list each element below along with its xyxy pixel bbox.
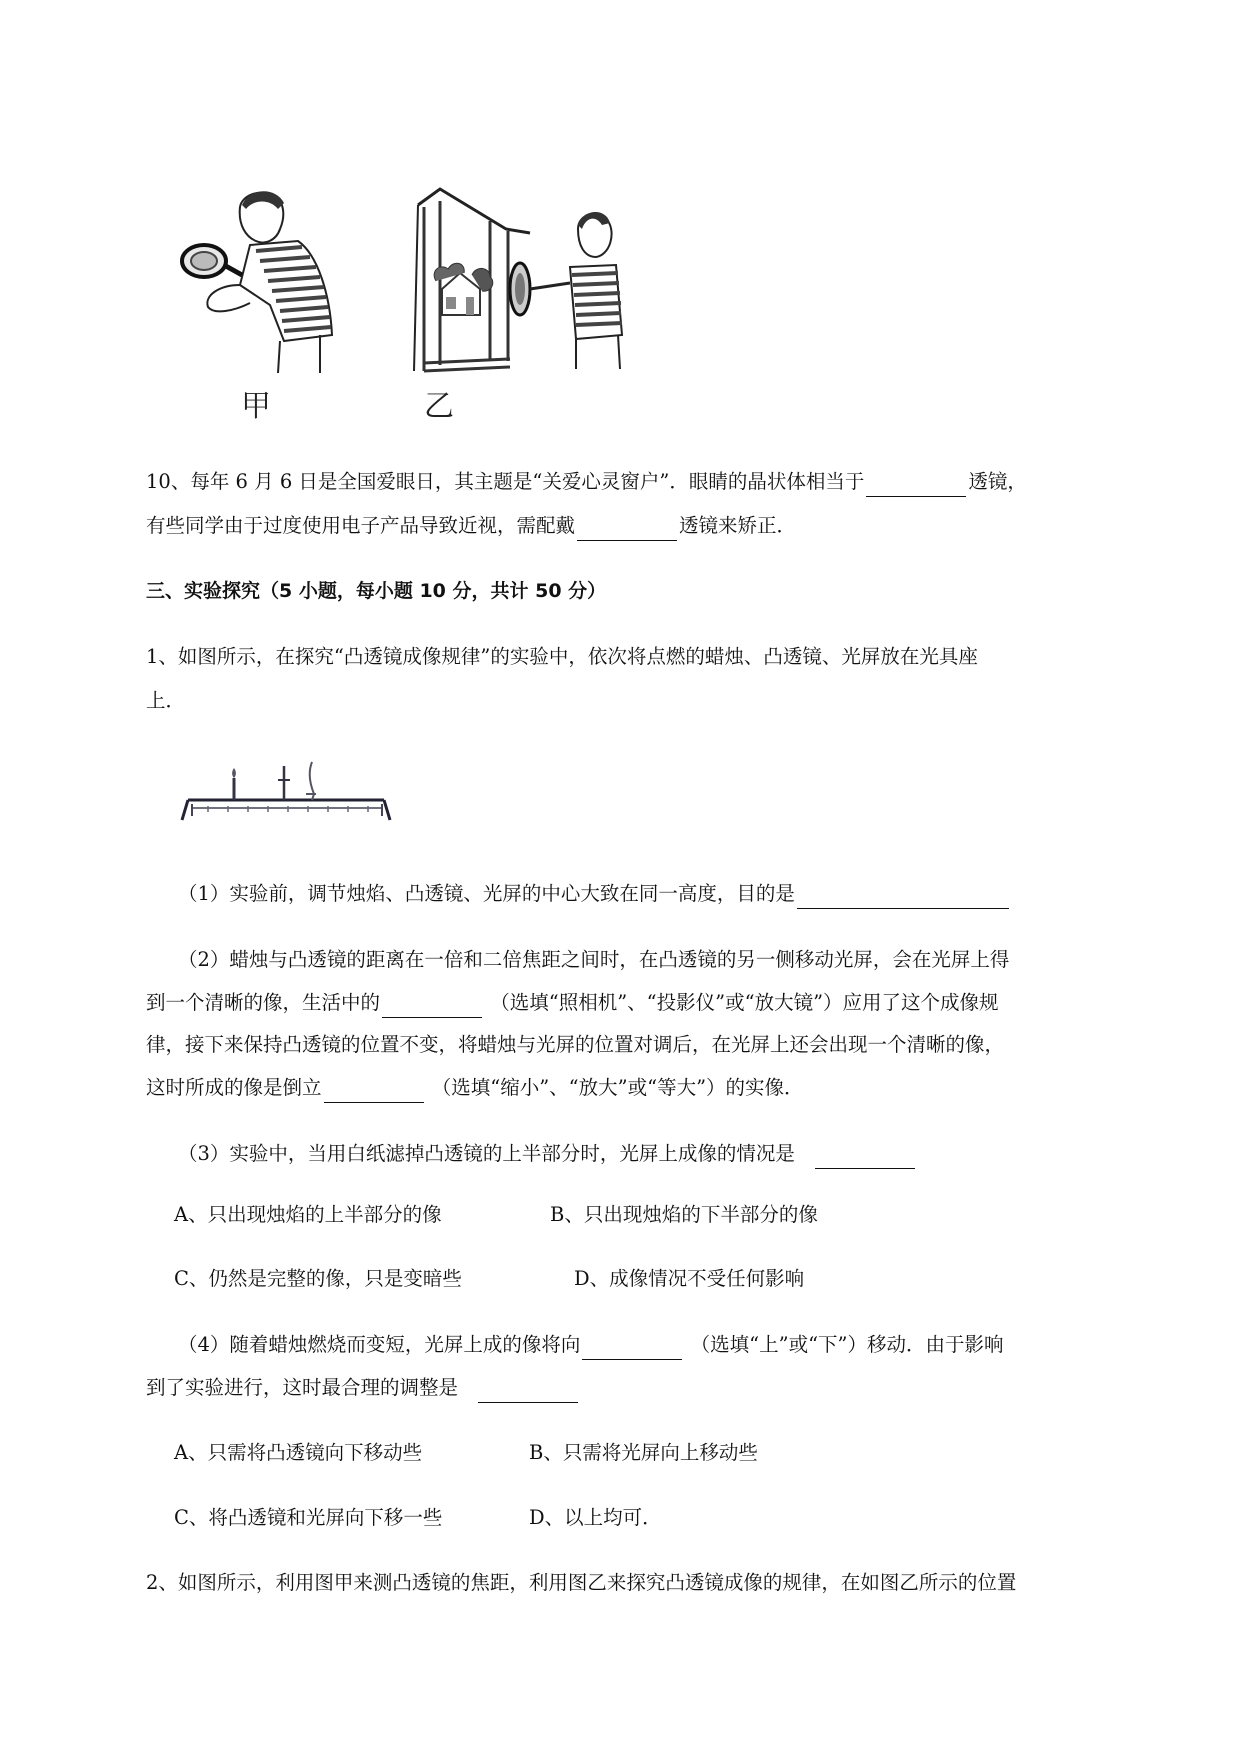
answer-blank-p1-s2-2[interactable]	[324, 1080, 424, 1103]
q10-text-1b: 透镜，	[968, 470, 1027, 493]
p1-s2-line-3: 律，接下来保持凸透镜的位置不变，将蜡烛与光屏的位置对调后，在光屏上还会出现一个清晰的像，	[146, 1033, 1005, 1056]
p1-s4-option-a: A、只需将凸透镜向下移动些	[174, 1441, 423, 1464]
p2-intro-line-1: 2、如图所示，利用图甲来测凸透镜的焦距，利用图乙来探究凸透镜成像的规律，在如图乙所示的位置	[146, 1571, 1017, 1594]
p1-s3-option-c: C、仍然是完整的像，只是变暗些	[174, 1267, 462, 1290]
p1-s4-option-b: B、只需将光屏向上移动些	[529, 1441, 758, 1464]
p1-s4-text-1a: （4）随着蜡烛燃烧而变短，光屏上成的像将向	[178, 1333, 581, 1356]
answer-blank-p1-s4-2[interactable]	[478, 1380, 578, 1403]
q10-text-1a: 10、每年 6 月 6 日是全国爱眼日，其主题是“关爱心灵窗户”．眼睛的晶状体相当于	[146, 470, 865, 493]
label-jia: 甲	[241, 389, 271, 424]
p1-s4-option-d: D、以上均可．	[529, 1506, 662, 1529]
answer-blank-p1-s1[interactable]	[797, 886, 1009, 909]
illustration-jia	[180, 185, 360, 375]
label-yi: 乙	[424, 389, 454, 424]
optical-bench-figure	[178, 758, 398, 828]
q10-line-1	[146, 467, 1027, 497]
p1-s4-line-1	[178, 1330, 1004, 1360]
answer-blank-p1-s4-1[interactable]	[582, 1337, 682, 1360]
p1-s4-text-2: 到了实验进行，这时最合理的调整是	[146, 1376, 459, 1399]
p1-intro-line-2: 上．	[146, 689, 186, 712]
answer-blank-q10-2[interactable]	[577, 518, 677, 541]
p1-s4-option-c: C、将凸透镜和光屏向下移一些	[174, 1506, 443, 1529]
p1-s4-line-2	[146, 1373, 580, 1403]
q10-text-2a: 有些同学由于过度使用电子产品导致近视，需配戴	[146, 514, 576, 537]
p1-s2-line-2	[146, 988, 999, 1018]
p1-s3-option-a: A、只出现烛焰的上半部分的像	[174, 1203, 442, 1226]
section-heading: 三、实验探究（5 小题，每小题 10 分，共计 50 分）	[146, 580, 607, 602]
answer-blank-p1-s2-1[interactable]	[382, 995, 482, 1018]
p1-s3-line	[178, 1139, 917, 1169]
q10-line-2	[146, 511, 796, 541]
p1-s2-text-2b: （选填“照相机”、“投影仪”或“放大镜”）应用了这个成像规	[490, 991, 999, 1014]
p1-s3-option-d: D、成像情况不受任何影响	[574, 1267, 805, 1290]
p1-s4-text-1b: （选填“上”或“下”）移动．由于影响	[690, 1333, 1004, 1356]
p1-s1-line	[178, 879, 1011, 909]
p1-s2-text-4b: （选填“缩小”、“放大”或“等大”）的实像．	[431, 1076, 804, 1099]
p1-s2-line-1: （2）蜡烛与凸透镜的距离在一倍和二倍焦距之间时，在凸透镜的另一侧移动光屏，会在光屏上得	[178, 948, 1010, 971]
illustration-yi	[410, 185, 650, 375]
p1-intro-line-1: 1、如图所示，在探究“凸透镜成像规律”的实验中，依次将点燃的蜡烛、凸透镜、光屏放在光具座	[146, 645, 978, 668]
q10-text-2b: 透镜来矫正．	[679, 514, 797, 537]
p1-s3-option-b: B、只出现烛焰的下半部分的像	[550, 1203, 818, 1226]
p1-s2-line-4	[146, 1073, 804, 1103]
p1-s3-text: （3）实验中，当用白纸滤掉凸透镜的上半部分时，光屏上成像的情况是	[178, 1142, 795, 1165]
answer-blank-p1-s3[interactable]	[815, 1146, 915, 1169]
answer-blank-q10-1[interactable]	[866, 474, 966, 497]
p1-s1-text: （1）实验前，调节烛焰、凸透镜、光屏的中心大致在同一高度，目的是	[178, 882, 795, 905]
p1-s2-text-2a: 到一个清晰的像，生活中的	[146, 991, 381, 1014]
p1-s2-text-4a: 这时所成的像是倒立	[146, 1076, 322, 1099]
